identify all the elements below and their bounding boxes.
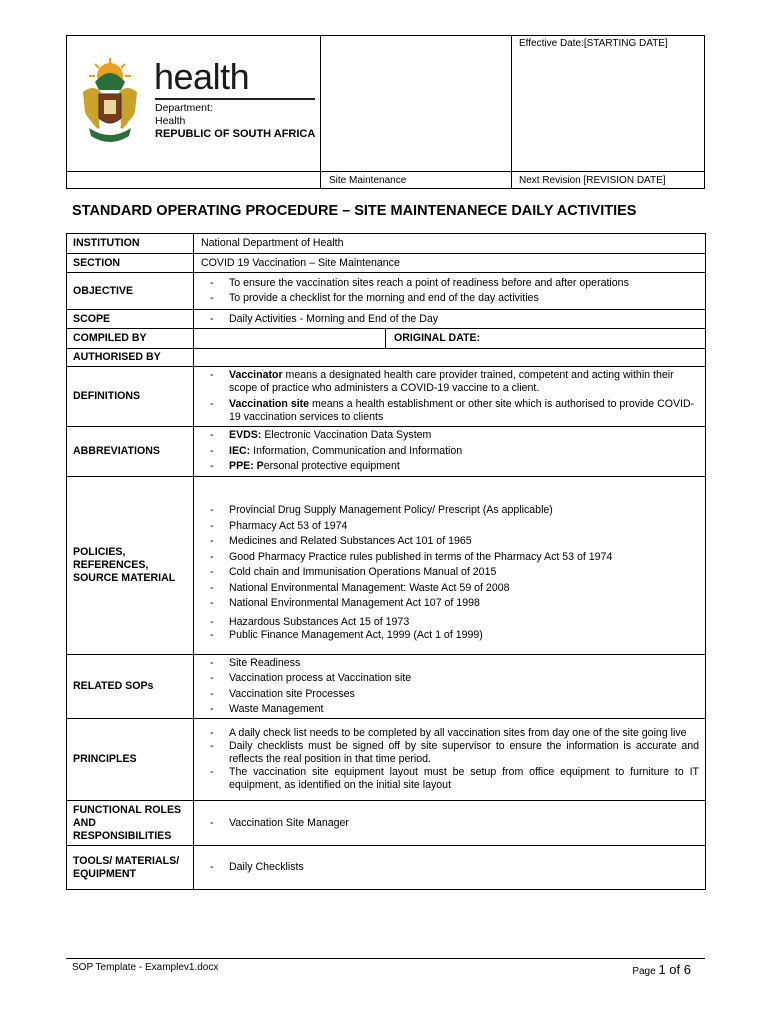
footer-filename: SOP Template - Examplev1.docx xyxy=(72,962,219,973)
list-item: - Waste Management xyxy=(201,702,699,718)
list-item: - National Environmental Management Act 107 of 1998 xyxy=(201,596,699,612)
list-item: - The vaccination site equipment layout must be setup from office equipment to furniture to IT equipment, as identified on the initial site layout xyxy=(201,766,699,792)
row-label: PRINCIPLES xyxy=(67,719,194,801)
list-item: - Pharmacy Act 53 of 1974 xyxy=(201,519,699,535)
list-item: - A daily check list needs to be completed by all vaccination sites from day one of the site going live xyxy=(201,727,699,740)
header-divider xyxy=(320,36,321,189)
policies-list-2 xyxy=(201,616,699,642)
principles-list xyxy=(201,727,699,792)
table-row xyxy=(67,655,706,719)
header-divider xyxy=(67,171,704,172)
table-row xyxy=(67,477,706,655)
list-item xyxy=(201,444,699,460)
table-row xyxy=(67,329,706,349)
term: Vaccination site xyxy=(229,398,310,410)
page-number xyxy=(632,962,691,977)
table-row xyxy=(67,367,706,427)
page-word: Page xyxy=(632,966,656,977)
list-item xyxy=(201,369,699,395)
table-row xyxy=(67,234,706,254)
list-item: - Public Finance Management Act, 1999 (Act 1 of 1999) xyxy=(201,629,699,642)
table-row xyxy=(67,846,706,890)
document-header xyxy=(66,35,705,189)
abbreviation-text: Electronic Vaccination Data System xyxy=(261,429,432,442)
term: IEC: xyxy=(229,444,251,457)
list-item: - Vaccination Site Manager xyxy=(201,817,699,830)
list-item: - Medicines and Related Substances Act 101 of 1965 xyxy=(201,534,699,550)
abbreviation-text: ersonal protective equipment xyxy=(263,460,400,473)
logo-department-text xyxy=(155,102,315,141)
page-count: 1 of 6 xyxy=(658,962,691,977)
site-maintenance-label: Site Maintenance xyxy=(329,175,407,186)
original-date-label: ORIGINAL DATE: xyxy=(386,329,706,349)
row-label: DEFINITIONS xyxy=(67,367,194,427)
row-label: COMPILED BY xyxy=(67,329,194,349)
compiled-by-value xyxy=(194,329,386,349)
definition-text: means a health establishment or other site which is authorised to provide COVID-19 vaccination services to clients xyxy=(229,398,695,423)
list-item: - Good Pharmacy Practice rules published in terms of the Pharmacy Act 53 of 1974 xyxy=(201,550,699,566)
table-row xyxy=(67,719,706,801)
list-item xyxy=(201,459,699,475)
list-item: - To provide a checklist for the morning and end of the day activities xyxy=(201,291,699,307)
department-logo xyxy=(75,56,320,171)
logo-line-health: Health xyxy=(155,115,186,127)
abbreviation-text: Information, Communication and Information xyxy=(250,444,463,457)
list-item: - Daily Activities - Morning and End of the Day xyxy=(201,313,699,326)
list-item xyxy=(201,428,699,444)
document-title: STANDARD OPERATING PROCEDURE – SITE MAINTENANECE DAILY ACTIVITIES xyxy=(72,203,637,219)
table-row xyxy=(67,254,706,273)
institution-value: National Department of Health xyxy=(194,234,706,254)
related-sops-list xyxy=(201,656,699,718)
logo-line-rsa: REPUBLIC OF SOUTH AFRICA xyxy=(155,128,316,140)
row-label: SECTION xyxy=(67,254,194,273)
term: Vaccinator xyxy=(229,369,283,381)
row-label: ABBREVIATIONS xyxy=(67,427,194,477)
next-revision: Next Revision [REVISION DATE] xyxy=(519,175,666,186)
list-item: - Cold chain and Immunisation Operations Manual of 2015 xyxy=(201,565,699,581)
list-item: - Daily checklists must be signed off by site supervisor to ensure the information is accurate and reflects the real position in that time period. xyxy=(201,740,699,766)
logo-line-department: Department: xyxy=(155,102,213,114)
term: EVDS: xyxy=(229,429,262,442)
list-item: - National Environmental Management: Waste Act 59 of 2008 xyxy=(201,581,699,597)
header-divider xyxy=(511,36,512,189)
row-label: TOOLS/ MATERIALS/ EQUIPMENT xyxy=(67,846,194,890)
table-row xyxy=(67,349,706,367)
tools-list xyxy=(201,861,699,874)
row-label: FUNCTIONAL ROLES AND RESPONSIBILITIES xyxy=(67,801,194,846)
objective-list xyxy=(201,276,699,307)
policies-list xyxy=(201,503,699,612)
row-label: AUTHORISED BY xyxy=(67,349,194,367)
table-row xyxy=(67,427,706,477)
scope-list xyxy=(201,313,699,326)
row-label: INSTITUTION xyxy=(67,234,194,254)
abbreviations-list xyxy=(201,428,699,475)
term: PPE: P xyxy=(229,460,264,473)
coat-of-arms-icon xyxy=(75,56,145,148)
sop-table xyxy=(66,233,706,890)
list-item: - Vaccination site Processes xyxy=(201,687,699,703)
effective-date: Effective Date:[STARTING DATE] xyxy=(519,38,668,49)
definitions-list xyxy=(201,369,699,424)
table-row xyxy=(67,801,706,846)
authorised-by-value xyxy=(194,349,706,367)
row-label: OBJECTIVE xyxy=(67,273,194,310)
table-row xyxy=(67,273,706,310)
row-label: POLICIES, REFERENCES, SOURCE MATERIAL xyxy=(67,477,194,655)
row-label: RELATED SOPs xyxy=(67,655,194,719)
list-item xyxy=(201,398,699,424)
functional-list xyxy=(201,817,699,830)
list-item: - Site Readiness xyxy=(201,656,699,672)
footer-rule xyxy=(66,958,705,959)
logo-wordmark: health xyxy=(154,56,250,97)
table-row xyxy=(67,310,706,329)
logo-rule xyxy=(155,98,315,100)
list-item: - Hazardous Substances Act 15 of 1973 xyxy=(201,616,699,629)
list-item: - Vaccination process at Vaccination site xyxy=(201,671,699,687)
list-item: - To ensure the vaccination sites reach a point of readiness before and after operations xyxy=(201,276,699,292)
list-item: - Daily Checklists xyxy=(201,861,699,874)
row-label: SCOPE xyxy=(67,310,194,329)
definition-text: means a designated health care provider trained, competent and acting within their scope of practice who administers a COVID-19 vaccine to a client. xyxy=(229,369,674,394)
section-value: COVID 19 Vaccination – Site Maintenance xyxy=(194,254,706,273)
list-item: - Provincial Drug Supply Management Policy/ Prescript (As applicable) xyxy=(201,503,699,519)
